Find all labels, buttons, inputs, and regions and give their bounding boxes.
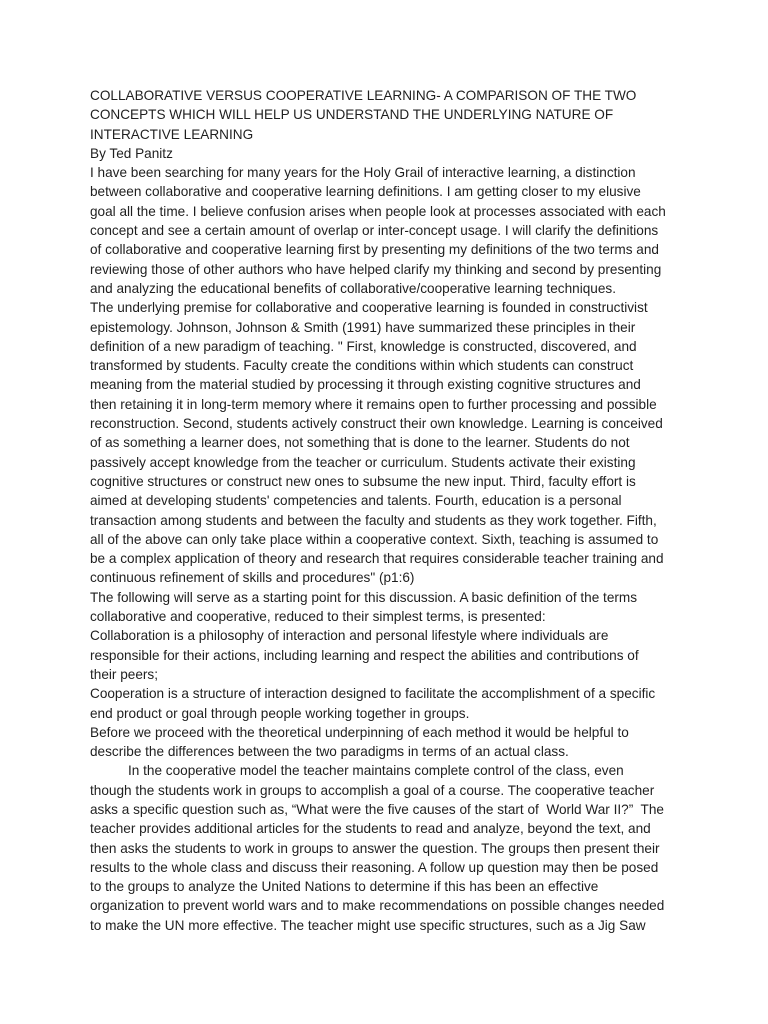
text-line: reconstruction. Second, students actively construct their own knowledge. Learning is conceived <box>90 416 663 432</box>
paragraph-premise <box>90 298 718 587</box>
text-line: continuous refinement of skills and procedures" (p1:6) <box>90 570 415 586</box>
byline: By Ted Panitz <box>90 145 173 161</box>
text-line: between collaborative and cooperative learning definitions. I am getting closer to my elusive <box>90 184 641 200</box>
text-line: to make the UN more effective. The teacher might use specific structures, such as a Jig Saw <box>90 917 646 933</box>
text-line: then retaining it in long-term memory where it remains open to further processing and possible <box>90 396 657 412</box>
definition-cooperation <box>90 684 718 723</box>
text-line: The following will serve as a starting point for this discussion. A basic definition of the terms <box>90 589 638 605</box>
text-line: organization to prevent world wars and to make recommendations on possible changes needed <box>90 898 665 914</box>
text-line: though the students work in groups to accomplish a goal of a course. The cooperative teacher <box>90 782 655 798</box>
text-line: transaction among students and between the faculty and students as they work together. Fifth, <box>90 512 657 528</box>
text-line: Before we proceed with the theoretical underpinning of each method it would be helpful to <box>90 724 629 740</box>
paragraph-starting-point <box>90 588 718 627</box>
text-line: transformed by students. Faculty create the conditions within which students can construct <box>90 358 634 374</box>
document-title <box>90 86 718 144</box>
text-line: passively accept knowledge from the teacher or curriculum. Students activate their existing <box>90 454 636 470</box>
text-line: concept and see a certain amount of overlap or inter-concept usage. I will clarify the definitions <box>90 223 659 239</box>
text-line: of collaborative and cooperative learning first by presenting my definitions of the two terms and <box>90 242 659 258</box>
text-line: reviewing those of other authors who have helped clarify my thinking and second by presenting <box>90 261 662 277</box>
text-line: asks a specific question such as, “What were the five causes of the start of World War II?” The <box>90 801 664 817</box>
paragraph-intro <box>90 163 718 298</box>
text-line: end product or goal through people working together in groups. <box>90 705 470 721</box>
text-line: aimed at developing students' competencies and talents. Fourth, education is a personal <box>90 493 622 509</box>
paragraph-before-proceed <box>90 723 718 762</box>
text-line: responsible for their actions, including learning and respect the abilities and contributions of <box>90 647 639 663</box>
paragraph-cooperative-model <box>90 761 718 935</box>
text-line: Cooperation is a structure of interaction designed to facilitate the accomplishment of a specific <box>90 686 656 702</box>
text-line: Collaboration is a philosophy of interaction and personal lifestyle where individuals are <box>90 628 609 644</box>
text-line: teacher provides additional articles for the students to read and analyze, beyond the text, and <box>90 821 651 837</box>
text-line: describe the differences between the two paradigms in terms of an actual class. <box>90 744 569 760</box>
text-line: The underlying premise for collaborative and cooperative learning is founded in constructivist <box>90 300 648 316</box>
text-line: their peers; <box>90 666 159 682</box>
title-line: CONCEPTS WHICH WILL HELP US UNDERSTAND THE UNDERLYING NATURE OF <box>90 107 614 123</box>
text-line: all of the above can only take place within a cooperative context. Sixth, teaching is assumed to <box>90 531 659 547</box>
text-line: cognitive structures or construct new ones to subsume the new input. Third, faculty effort is <box>90 473 636 489</box>
text-line: collaborative and cooperative, reduced to their simplest terms, is presented: <box>90 609 546 625</box>
text-line: I have been searching for many years for the Holy Grail of interactive learning, a distinction <box>90 165 636 181</box>
text-line: to the groups to analyze the United Nations to determine if this has been an effective <box>90 879 599 895</box>
text-line: then asks the students to work in groups to answer the question. The groups then present their <box>90 840 660 856</box>
text-line: goal all the time. I believe confusion arises when people look at processes associated with each <box>90 203 666 219</box>
text-line: epistemology. Johnson, Johnson & Smith (1991) have summarized these principles in their <box>90 319 636 335</box>
text-line: results to the whole class and discuss their reasoning. A follow up question may then be posed <box>90 859 659 875</box>
text-line-indented: In the cooperative model the teacher maintains complete control of the class, even <box>128 763 624 779</box>
text-line: definition of a new paradigm of teaching. " First, knowledge is constructed, discovered, and <box>90 338 637 354</box>
document-page <box>90 86 718 935</box>
definition-collaboration <box>90 626 718 684</box>
title-line: INTERACTIVE LEARNING <box>90 126 254 142</box>
text-line: meaning from the material studied by processing it through existing cognitive structures and <box>90 377 641 393</box>
title-line: COLLABORATIVE VERSUS COOPERATIVE LEARNING- A COMPARISON OF THE TWO <box>90 88 637 103</box>
text-line: of as something a learner does, not something that is done to the learner. Students do not <box>90 435 630 451</box>
text-line: and analyzing the educational benefits of collaborative/cooperative learning techniques. <box>90 280 616 296</box>
text-line: be a complex application of theory and research that requires considerable teacher training and <box>90 551 664 567</box>
